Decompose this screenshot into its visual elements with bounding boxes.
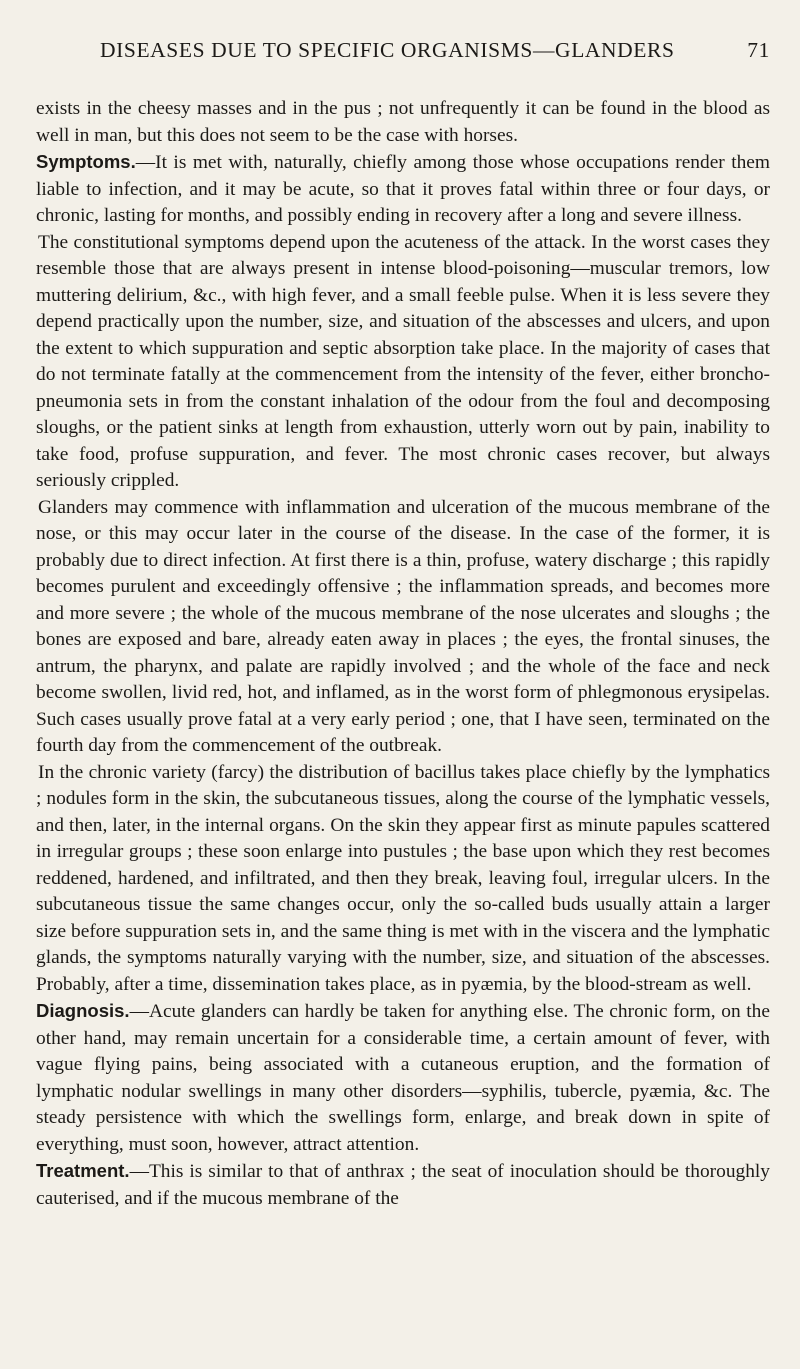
section-heading-treatment: Treatment. — [36, 1160, 130, 1181]
paragraph — [36, 230, 770, 495]
paragraph — [36, 495, 770, 760]
page-number: 71 — [747, 38, 770, 62]
paragraph — [36, 760, 770, 999]
paragraph-text: exists in the cheesy masses and in the pus ; not unfrequently it can be found in the blood as well in man, but this does not seem to be the case with horses. — [36, 98, 770, 146]
paragraph — [36, 149, 770, 230]
paragraph — [36, 998, 770, 1158]
paragraph-text: —This is similar to that of anthrax ; the seat of inoculation should be thoroughly cauterised, and if the mucous membrane of the — [36, 1161, 770, 1209]
paragraph-text: Glanders may commence with inflammation and ulceration of the mucous membrane of the nose, or this may occur later in the course of the disease. In the case of the former, it is probably due to direct infection. At first there is a thin, profuse, watery discharge ; this rapidly becomes purulent and exceedingly offensive ; the inflammation spreads, and becomes more and more severe ; the whole of the mucous membrane of the nose ulcerates and sloughs ; the bones are exposed and bare, already eaten away in places ; the eyes, the frontal sinuses, the antrum, the pharynx, and palate are rapidly involved ; and the whole of the face and neck become swollen, livid red, hot, and inflamed, as in the worst form of phlegmonous erysipelas. Such cases usually prove fatal at a very early period ; one, that I have seen, terminated on the fourth day from the commencement of the outbreak. — [36, 496, 770, 756]
body-text — [36, 96, 770, 1212]
running-header — [36, 38, 770, 78]
paragraph-text: —Acute glanders can hardly be taken for anything else. The chronic form, on the other hand, may remain uncertain for a considerable time, a certain amount of fever, with vague flying pains, being associated with a cutaneous eruption, and the formation of lymphatic nodular swellings in many other disorders—syphilis, tubercle, pyæmia, &c. The steady persistence with which the swellings form, enlarge, and break down in spite of everything, must soon, however, attract attention. — [36, 1001, 770, 1155]
paragraph-text: In the chronic variety (farcy) the distribution of bacillus takes place chiefly by the lymphatics ; nodules form in the skin, the subcutaneous tissues, along the course of the lymphatic vessels, and then, later, in the internal organs. On the skin they appear first as minute papules scattered in irregular groups ; these soon enlarge into pustules ; the base upon which they rest becomes reddened, hardened, and infiltrated, and then they break, leaving foul, irregular ulcers. In the subcutaneous tissue the same changes occur, only the so-called buds usually attain a larger size before suppuration sets in, and the same thing is met with in the viscera and the lymphatic glands, the symptoms naturally varying with the number, size, and situation of the abscesses. Probably, after a time, dissemination takes place, as in pyæmia, by the blood-stream as well. — [36, 761, 770, 995]
paragraph — [36, 96, 770, 149]
paragraph-text: The constitutional symptoms depend upon the acuteness of the attack. In the worst cases they resemble those that are always present in intense blood-poisoning—muscular tremors, low muttering delirium, &c., with high fever, and a small feeble pulse. When it is less severe they depend practically upon the number, size, and situation of the abscesses and ulcers, and upon the extent to which suppuration and septic absorption take place. In the majority of cases that do not terminate fatally at the commencement from the intensity of the fever, either broncho-pneumonia sets in from the constant inhalation of the odour from the foul and decomposing sloughs, or the patient sinks at length from exhaustion, utterly worn out by pain, inability to take food, profuse suppuration, and fever. The most chronic cases recover, but always seriously crippled. — [36, 231, 770, 491]
section-heading-diagnosis: Diagnosis. — [36, 1000, 130, 1021]
running-title: DISEASES DUE TO SPECIFIC ORGANISMS—GLANDERS — [100, 38, 675, 62]
section-heading-symptoms: Symptoms. — [36, 151, 136, 172]
paragraph — [36, 1158, 770, 1212]
paragraph-text: —It is met with, naturally, chiefly among those whose occupations render them liable to infection, and it may be acute, so that it proves fatal within three or four days, or chronic, lasting for months, and possibly ending in recovery after a long and severe illness. — [36, 152, 770, 226]
